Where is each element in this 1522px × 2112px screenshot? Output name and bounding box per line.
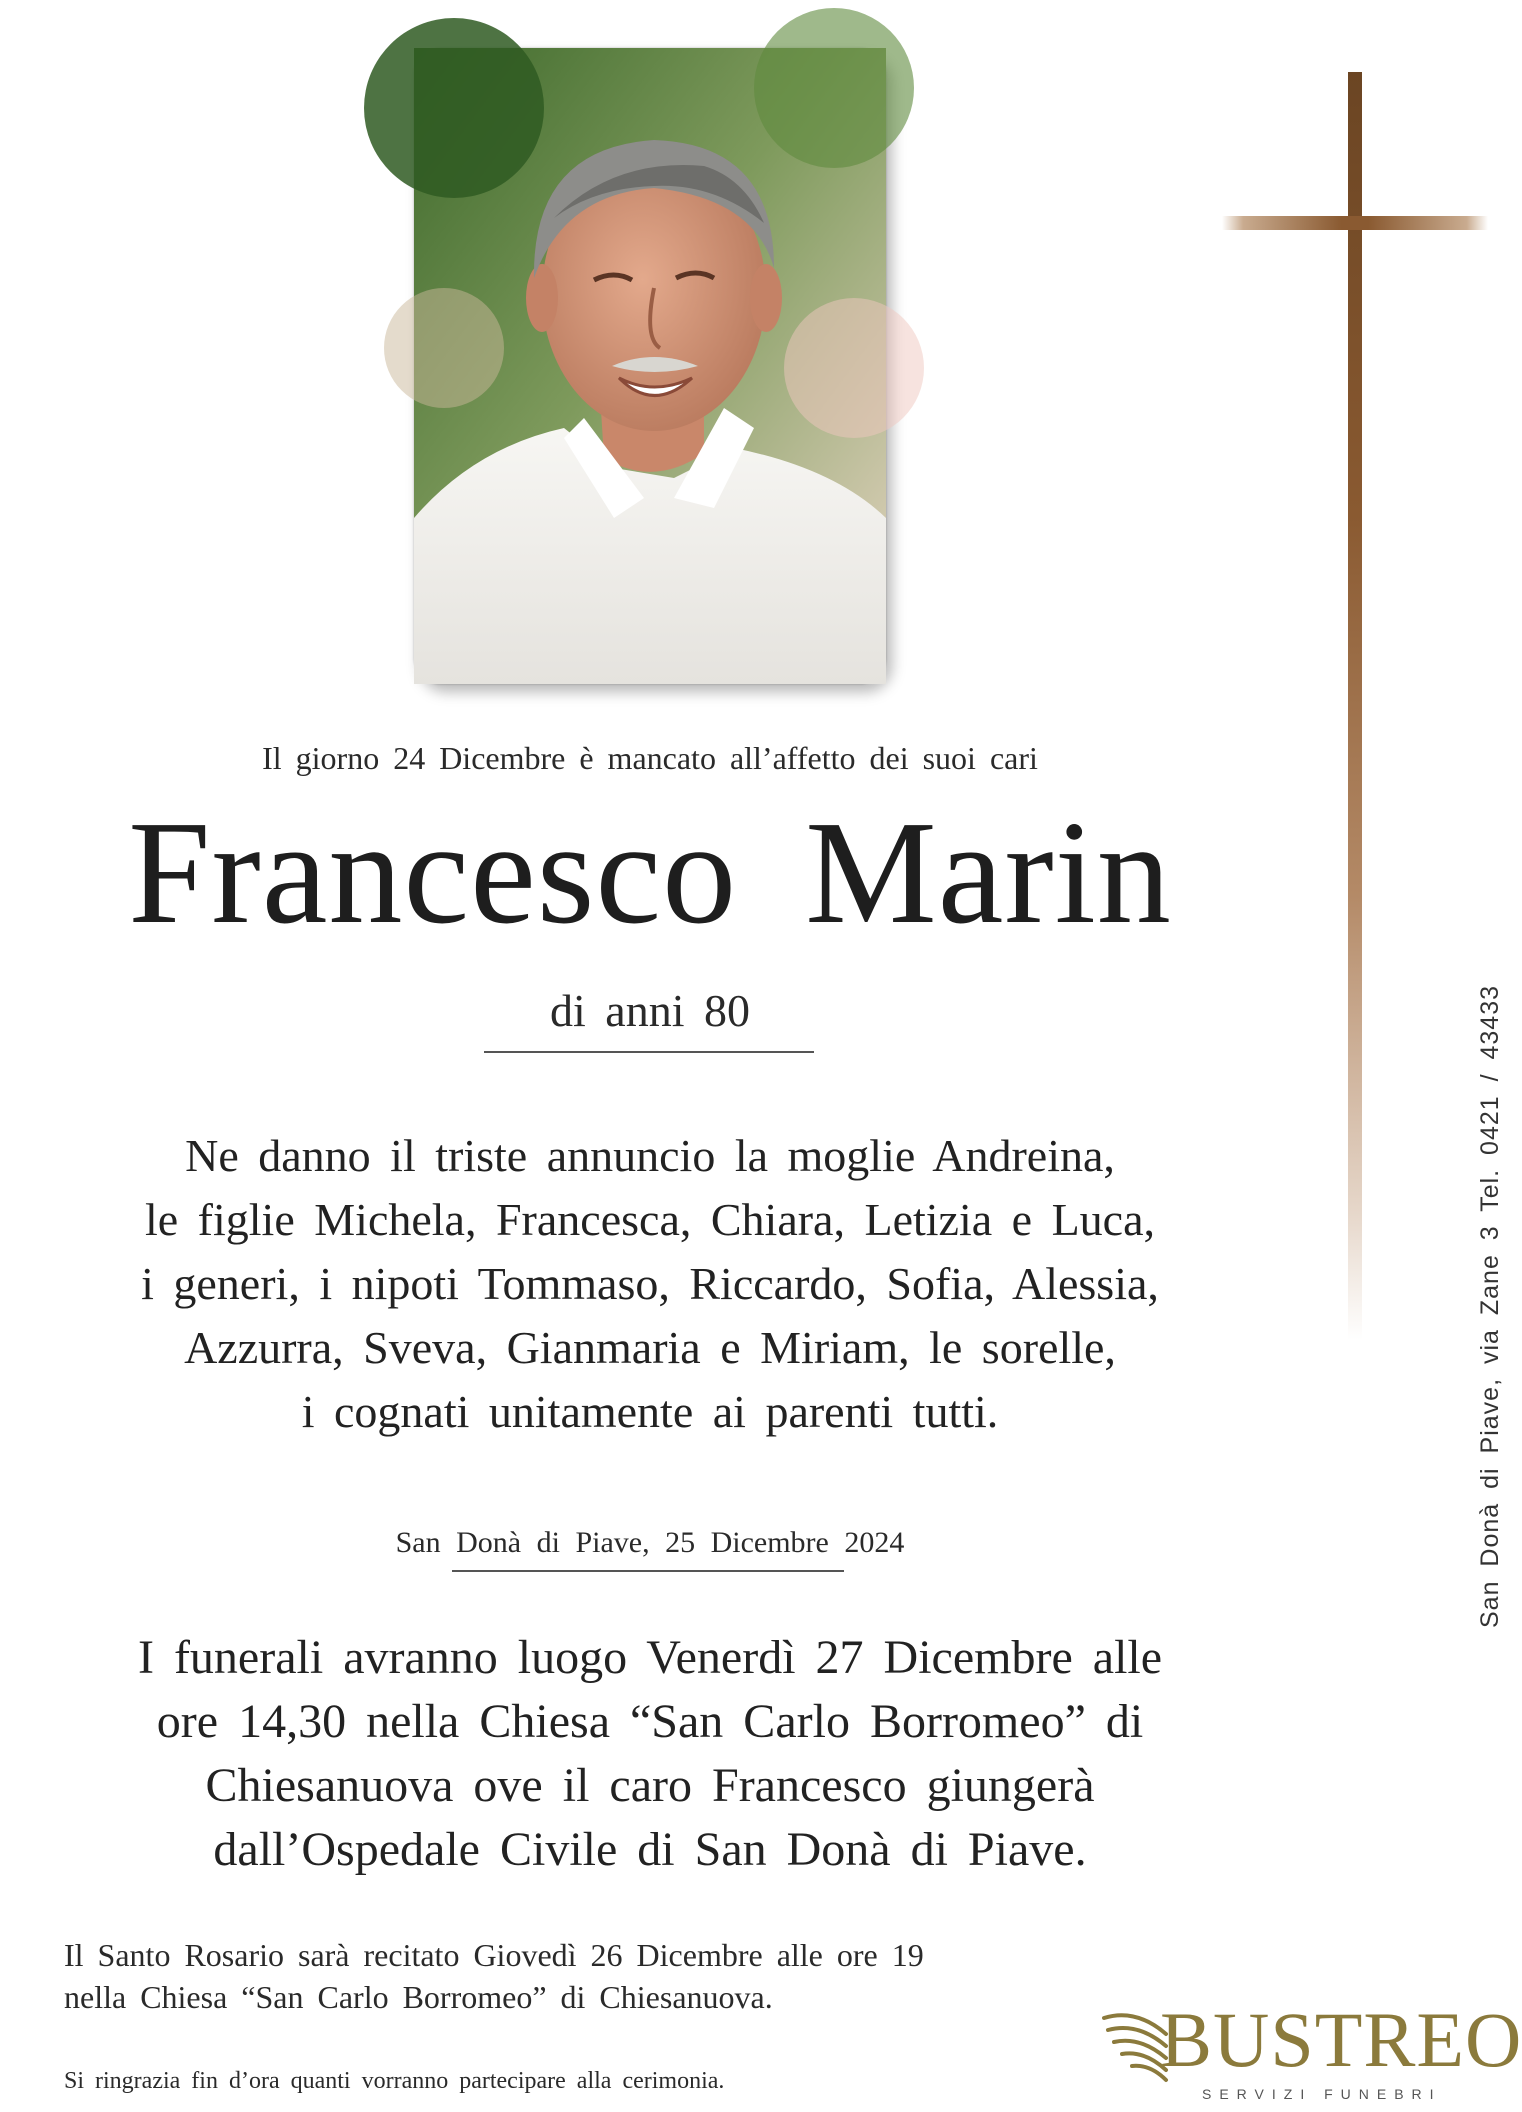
- family-line: le figlie Michela, Francesca, Chiara, Letizia e Luca,: [144, 1194, 1156, 1245]
- funeral-line: Chiesanuova ove il caro Francesco giungerà: [205, 1759, 1095, 1812]
- intro-text: Il giorno 24 Dicembre è mancato all’affetto dei suoi cari: [262, 740, 1038, 776]
- thanks-text: Si ringrazia fin d’ora quanti vorranno partecipare alla cerimonia.: [64, 2068, 725, 2094]
- place-date: San Donà di Piave, 25 Dicembre 2024: [395, 1526, 905, 1559]
- logo-subtitle: SERVIZI FUNEBRI: [1202, 2086, 1442, 2102]
- family-line: i cognati unitamente ai parenti tutti.: [301, 1386, 999, 1437]
- funeral-line: ore 14,30 nella Chiesa “San Carlo Borromeo” di: [156, 1695, 1144, 1748]
- rosary-info: [64, 1934, 924, 2018]
- funeral-line: I funerali avranno luogo Venerdì 27 Dicembre alle: [137, 1631, 1163, 1684]
- deceased-portrait-photo: [414, 48, 886, 684]
- funeral-line: dall’Ospedale Civile di San Donà di Piave.: [213, 1823, 1087, 1876]
- cross-horizontal-bar: [1222, 216, 1488, 230]
- rosary-line: Il Santo Rosario sarà recitato Giovedì 26 Dicembre alle ore 19: [64, 1937, 924, 1973]
- age-divider: [484, 1051, 814, 1053]
- cross-vertical-bar: [1348, 72, 1362, 1340]
- bustreo-logo: [1096, 1996, 1522, 2108]
- deceased-name: Francesco Marin: [128, 791, 1172, 955]
- family-announcement: [20, 1124, 1280, 1444]
- funeral-info: [20, 1626, 1280, 1882]
- place-date-divider: [452, 1570, 844, 1572]
- portrait-image: [414, 48, 886, 684]
- logo-name: BUSTREO: [1160, 1996, 1522, 2083]
- funeral-home-address: San Donà di Piave, via Zane 3 Tel. 0421 / 43433: [1476, 984, 1504, 1628]
- rosary-line: nella Chiesa “San Carlo Borromeo” di Chiesanuova.: [64, 1979, 773, 2015]
- age-text: di anni 80: [550, 985, 750, 1036]
- family-line: Azzurra, Sveva, Gianmaria e Miriam, le sorelle,: [184, 1322, 1116, 1373]
- family-line: i generi, i nipoti Tommaso, Riccardo, Sofia, Alessia,: [141, 1258, 1159, 1309]
- family-line: Ne danno il triste annuncio la moglie Andreina,: [185, 1130, 1115, 1181]
